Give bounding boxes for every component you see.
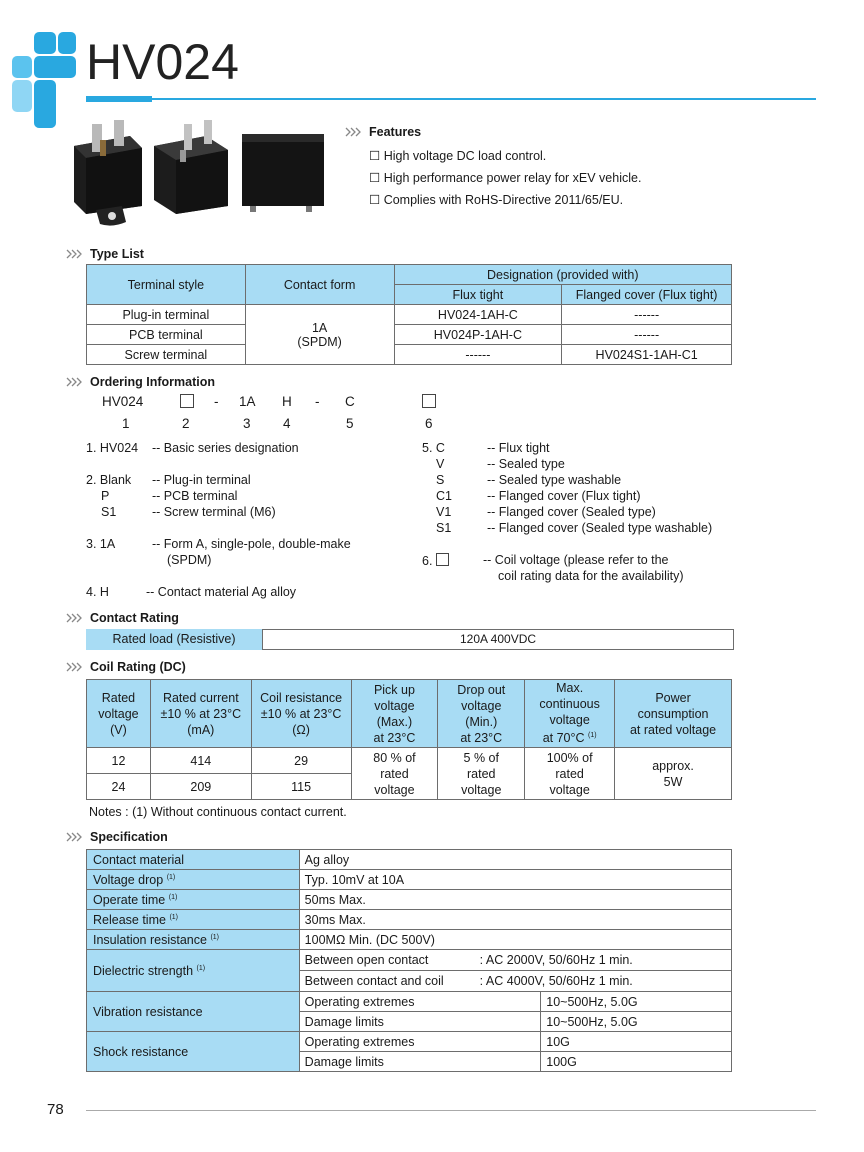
relay-photo-screw	[240, 130, 328, 217]
header-max-continuous-voltage: Max. continuous voltage at 70°C $^{(1)}$	[525, 680, 615, 748]
type-list-table	[86, 264, 732, 365]
chevron-right-icon	[66, 662, 84, 672]
specification-table	[86, 849, 732, 1072]
title-underline-accent	[86, 96, 152, 102]
page-number: 78	[47, 1101, 64, 1118]
coil-rating-table	[86, 679, 732, 800]
relay-photo-pcb	[150, 120, 236, 223]
type-list-heading: Type List	[66, 247, 144, 261]
max-continuous-value: 100% of rated voltage	[525, 748, 615, 800]
page-title: HV024	[86, 34, 239, 90]
relay-photo-plugin	[66, 118, 150, 231]
table-row: Plug-in terminal 1A (SPDM) HV024-1AH-C ------	[87, 305, 732, 325]
header-power-consumption: Power consumption at rated voltage	[615, 680, 732, 748]
ordering-heading: Ordering Information	[66, 375, 215, 389]
header-dropout-voltage: Drop out voltage (Min.) at 23°C	[438, 680, 525, 748]
table-row: Insulation resistance $^{(1)}$ 100MΩ Min. (DC 500V)	[87, 930, 732, 950]
coil-rating-notes: Notes : (1) Without continuous contact current.	[89, 805, 347, 819]
header-rated-voltage: Rated voltage (V)	[87, 680, 151, 748]
header-flanged-cover: Flanged cover (Flux tight)	[562, 285, 732, 305]
footer-rule	[86, 1110, 816, 1111]
placeholder-box	[422, 394, 436, 408]
header-pickup-voltage: Pick up voltage (Max.) at 23°C	[351, 680, 438, 748]
coil-rating-heading: Coil Rating (DC)	[66, 660, 186, 674]
table-row: Release time $^{(1)}$ 30ms Max.	[87, 910, 732, 930]
header-terminal-style: Terminal style	[87, 265, 246, 305]
pickup-value: 80 % of rated voltage	[351, 748, 438, 800]
table-row: 12 414 29 80 % of rated voltage 5 % of rated voltage 100% of rated voltage approx. 5W	[87, 748, 732, 774]
table-row: Shock resistance Operating extremes 10G	[87, 1032, 732, 1052]
table-row: Between contact and coil : AC 4000V, 50/60Hz 1 min.	[87, 971, 732, 992]
specification-heading: Specification	[66, 830, 168, 844]
contact-rating-value: 120A 400VDC	[262, 629, 734, 650]
chevron-right-icon	[66, 377, 84, 387]
table-row: Voltage drop $^{(1)}$ Typ. 10mV at 10A	[87, 870, 732, 890]
table-row: Contact material Ag alloy	[87, 850, 732, 870]
power-value: approx. 5W	[615, 748, 732, 800]
table-row: Damage limits 100G	[87, 1052, 732, 1072]
title-underline	[86, 98, 816, 100]
chevron-right-icon	[66, 613, 84, 623]
dropout-value: 5 % of rated voltage	[438, 748, 525, 800]
brand-logo	[12, 30, 78, 130]
header-contact-form: Contact form	[245, 265, 394, 305]
feature-item: ☐ Complies with RoHS-Directive 2011/65/EU.	[369, 193, 624, 207]
placeholder-box	[436, 553, 449, 566]
placeholder-box	[180, 394, 194, 408]
table-row: Operate time $^{(1)}$ 50ms Max.	[87, 890, 732, 910]
header-coil-resistance: Coil resistance ±10 % at 23°C (Ω)	[251, 680, 351, 748]
header-designation: Designation (provided with)	[394, 265, 732, 285]
features-heading: Features	[345, 125, 421, 139]
table-row: PCB terminal HV024P-1AH-C ------	[87, 325, 732, 345]
chevron-right-icon	[66, 249, 84, 259]
feature-item: ☐ High voltage DC load control.	[369, 149, 547, 163]
table-row: 24 209 115	[87, 774, 732, 800]
contact-rating-heading: Contact Rating	[66, 611, 179, 625]
table-row: Damage limits 10~500Hz, 5.0G	[87, 1012, 732, 1032]
table-row: Screw terminal ------ HV024S1-1AH-C1	[87, 345, 732, 365]
contact-rating-label: Rated load (Resistive)	[86, 629, 262, 650]
header-flux-tight: Flux tight	[394, 285, 562, 305]
contact-form-value: 1A (SPDM)	[245, 305, 394, 365]
feature-item: ☐ High performance power relay for xEV vehicle.	[369, 171, 642, 185]
table-row: Dielectric strength $^{(1)}$ Between open contact : AC 2000V, 50/60Hz 1 min.	[87, 950, 732, 971]
chevron-right-icon	[345, 127, 363, 137]
header-rated-current: Rated current ±10 % at 23°C (mA)	[150, 680, 251, 748]
table-row: Vibration resistance Operating extremes 10~500Hz, 5.0G	[87, 992, 732, 1012]
chevron-right-icon	[66, 832, 84, 842]
